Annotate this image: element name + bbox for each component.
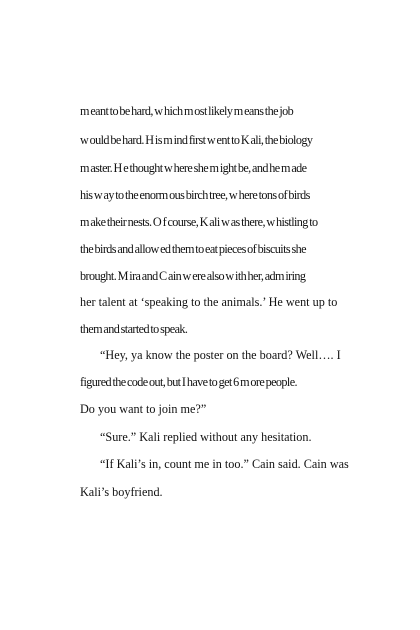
text-line: w ould be hard. H is m ind first w ent to K ali, the biology <box>80 133 313 147</box>
text-line: m ake their nests. O f course, K ali w as there, w histling to <box>80 215 318 229</box>
text-line: brought. M ira and C ain w ere also w ith her, adm iring <box>80 269 306 283</box>
text-line: her talent at ‘speaking to the animals.’ He went up to <box>80 295 338 309</box>
text-line: m aster. H e thought w here she m ight be, and he m ade <box>80 161 307 175</box>
paragraph-first-line: “If Kali’s in, count me in too.” Cain said. Cain was <box>100 457 349 471</box>
text-line: them and started to speak. <box>80 322 188 336</box>
text-line: Kali’s boyfriend. <box>80 485 163 499</box>
text-line: m eant to be hard, w hich m ost likely m eans the job <box>80 104 294 118</box>
text-line: figured the code out, but I have to get 6 m ore people. <box>80 375 297 389</box>
paragraph-first-line: “Hey, ya know the poster on the board? Well…. I <box>100 348 341 362</box>
text-line: his w ay to the enorm ous birch tree, w here tons of birds <box>80 188 310 202</box>
paragraph-first-line: “Sure.” Kali replied without any hesitation. <box>100 430 312 444</box>
text-line: Do you want to join me?” <box>80 402 207 416</box>
text-line: the birds and allow ed them to eat pieces of biscuits she <box>80 242 306 256</box>
